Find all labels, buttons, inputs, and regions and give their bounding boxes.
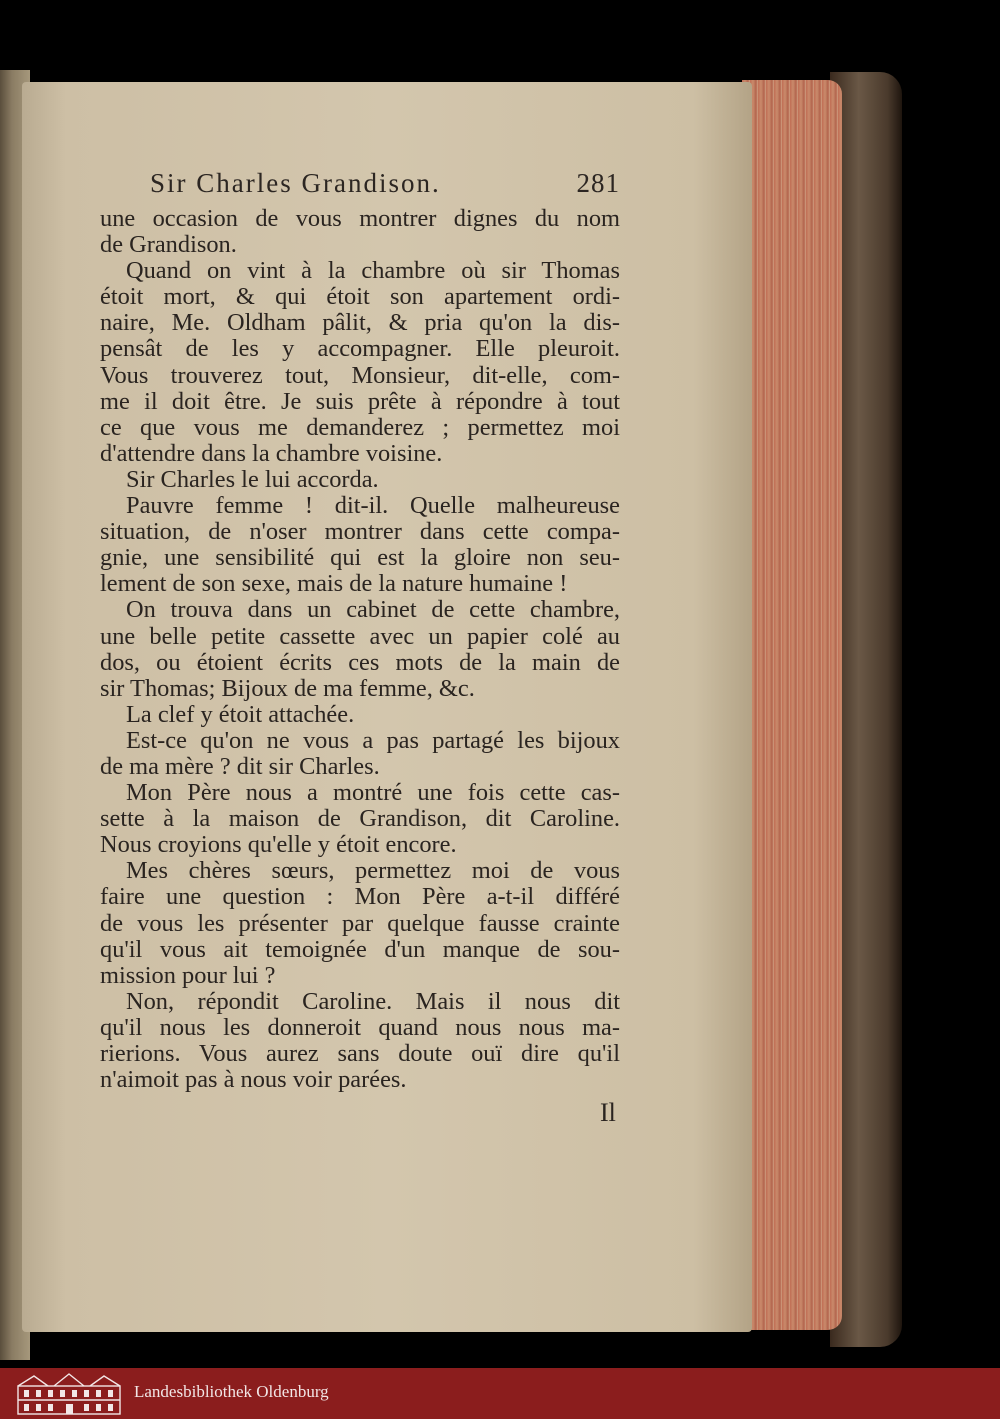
text-line: Mes chères sœurs, permettez moi de vous <box>126 857 620 885</box>
page-number: 281 <box>576 168 620 198</box>
text-line: de ma mère ? dit sir Charles. <box>100 752 380 780</box>
text-line: Non, répondit Caroline. Mais il nous dit <box>126 987 620 1015</box>
text-line: rierions. Vous aurez sans doute ouï dire qu'il <box>100 1040 620 1067</box>
text-line: une occasion de vous montrer dignes du nom <box>100 205 620 232</box>
library-building-icon <box>14 1372 124 1416</box>
text-line: me il doit être. Je suis prête à répondre à tout <box>100 387 620 415</box>
text-line: La clef y étoit attachée. <box>126 700 355 728</box>
text-line: de Grandison. <box>100 231 237 259</box>
text-line: mission pour lui ? <box>100 961 276 989</box>
text-line: sir Thomas; Bijoux de ma femme, &c. <box>100 674 475 702</box>
text-line: qu'il nous les donneroit quand nous nous ma- <box>100 1013 620 1041</box>
footer-bar <box>0 1368 1000 1419</box>
text-line: Mon Père nous a montré une fois cette cas- <box>126 779 620 807</box>
text-line: naire, Me. Oldham pâlit, & pria qu'on la dis- <box>100 309 620 337</box>
text-line: Sir Charles le lui accorda. <box>126 465 379 493</box>
text-line: Est-ce qu'on ne vous a pas partagé les bijoux <box>126 726 620 754</box>
text-line: de vous les présenter par quelque fausse crainte <box>100 909 620 937</box>
text-line: étoit mort, & qui étoit son apartement ordi- <box>100 283 620 311</box>
text-line: pensât de les y accompagner. Elle pleuroit. <box>100 335 620 363</box>
page-text <box>100 206 620 1093</box>
text-line: Pauvre femme ! dit-il. Quelle malheureuse <box>126 492 620 520</box>
text-line: gnie, une sensibilité qui est la gloire non seu- <box>100 544 620 572</box>
text-line: d'attendre dans la chambre voisine. <box>100 439 443 467</box>
text-line: ce que vous me demanderez ; permettez moi <box>100 413 620 441</box>
library-name: Landesbibliothek Oldenburg <box>134 1382 329 1401</box>
text-line: Vous trouverez tout, Monsieur, dit-elle, com- <box>100 361 620 389</box>
page-fore-edge <box>742 80 842 1330</box>
text-line: une belle petite cassette avec un papier colé au <box>100 622 620 650</box>
text-line: lement de son sexe, mais de la nature humaine ! <box>100 570 568 598</box>
text-line: situation, de n'oser montrer dans cette compa- <box>100 518 620 546</box>
catchword: Il <box>600 1098 616 1127</box>
running-title: Sir Charles Grandison. <box>150 168 441 198</box>
text-line: On trouva dans un cabinet de cette chambre, <box>126 596 620 624</box>
text-line: qu'il vous ait temoignée d'un manque de sou- <box>100 935 620 963</box>
text-line: sette à la maison de Grandison, dit Caroline. <box>100 805 620 833</box>
text-line: faire une question : Mon Père a-t-il différé <box>100 883 620 911</box>
text-line: dos, ou étoient écrits ces mots de la main de <box>100 648 620 676</box>
text-line: n'aimoit pas à nous voir parées. <box>100 1066 407 1094</box>
text-line: Nous croyions qu'elle y étoit encore. <box>100 831 457 859</box>
running-header <box>150 168 620 208</box>
text-line: Quand on vint à la chambre où sir Thomas <box>126 257 620 285</box>
